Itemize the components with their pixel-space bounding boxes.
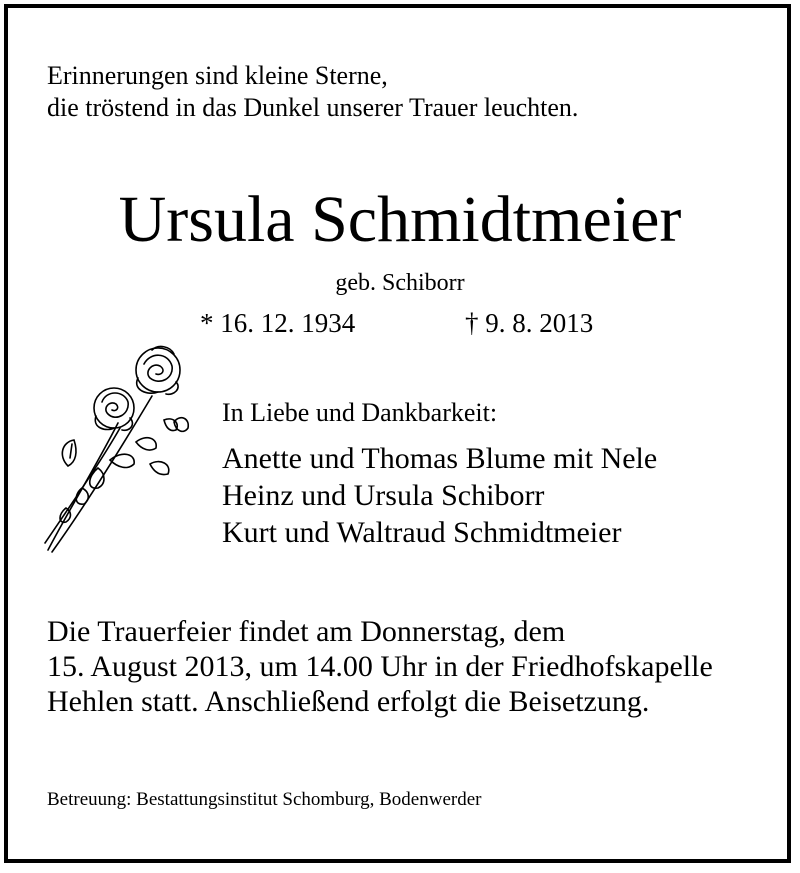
service-line-3: Hehlen statt. Anschließend erfolgt die Beisetzung.: [47, 685, 650, 718]
roses-icon: [40, 338, 200, 556]
deceased-name: Ursula Schmidtmeier: [118, 183, 682, 256]
death-date: † 9. 8. 2013: [465, 308, 594, 338]
birth-date: * 16. 12. 1934: [200, 308, 356, 338]
birth-name: geb. Schiborr: [335, 270, 465, 296]
funeral-home-note: Betreuung: Bestattungsinstitut Schomburg, Bodenwerder: [47, 789, 482, 810]
memorial-quote: [47, 60, 578, 124]
funeral-service-info: [47, 614, 713, 719]
list-item: Anette und Thomas Blume mit Nele: [222, 442, 658, 475]
quote-line-2: die tröstend in das Dunkel unserer Trauer leuchten.: [47, 93, 579, 122]
quote-line-1: Erinnerungen sind kleine Sterne,: [47, 61, 388, 90]
mourners-intro: In Liebe und Dankbarkeit:: [222, 398, 498, 427]
service-line-1: Die Trauerfeier findet am Donnerstag, dem: [47, 615, 566, 648]
list-item: Heinz und Ursula Schiborr: [222, 479, 545, 512]
mourners-list: [222, 440, 657, 551]
service-line-2: 15. August 2013, um 14.00 Uhr in der Friedhofskapelle: [47, 650, 713, 683]
list-item: Kurt und Waltraud Schmidtmeier: [222, 516, 622, 549]
